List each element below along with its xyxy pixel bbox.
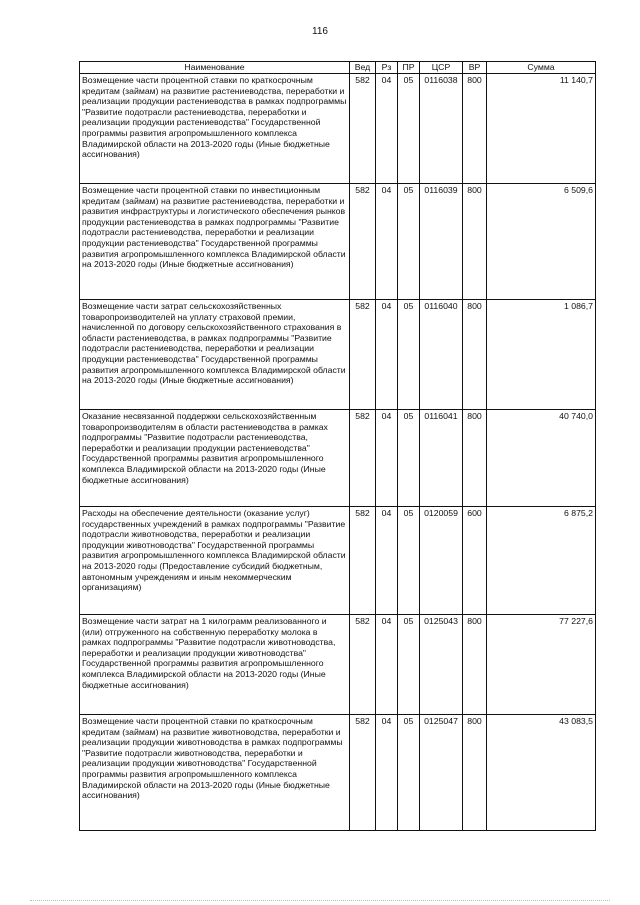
- row-ved: 582: [350, 410, 376, 507]
- table-row: [80, 300, 596, 410]
- row-name: Расходы на обеспечение деятельности (оказание услуг) государственных учреждений в рамках подпрограммы "Развитие подотрасли животноводства, переработки и реализации продукции животноводства" Государственной программы развития агропромышленного комплекса Владимирской области на 2013-2020 годы (Предоставление субсидий бюджетным, автономным учреждениям и иным некоммерческим организациям): [80, 507, 350, 615]
- header-name: Наименование: [80, 62, 350, 74]
- row-csr: 0120059: [420, 507, 463, 615]
- budget-table: [79, 61, 596, 831]
- row-rz: 04: [376, 74, 398, 184]
- row-rz: 04: [376, 615, 398, 715]
- row-name: Возмещение части процентной ставки по краткосрочным кредитам (займам) на развитие растениеводства, переработки и реализации продукции растениеводства в рамках подпрограммы "Развитие подотрасли растениеводства, переработки и реализации продукции растениеводства" Государственной программы развития агропромышленного комплекса Владимирской области на 2013-2020 годы (Иные бюджетные ассигнования): [80, 74, 350, 184]
- row-pr: 05: [398, 74, 420, 184]
- row-csr: 0125047: [420, 715, 463, 831]
- row-name: Оказание несвязанной поддержки сельскохозяйственным товаропроизводителям в области растениеводства в рамках подпрограммы "Развитие подотрасли растениеводства, переработки и реализации продукции растениеводства" Государственной программы развития агропромышленного комплекса Владимирской области на 2013-2020 годы (Иные бюджетные ассигнования): [80, 410, 350, 507]
- row-vr: 800: [463, 300, 487, 410]
- row-rz: 04: [376, 507, 398, 615]
- table-row: [80, 507, 596, 615]
- row-sum: 1 086,7: [487, 300, 596, 410]
- row-vr: 800: [463, 715, 487, 831]
- row-sum: 77 227,6: [487, 615, 596, 715]
- row-rz: 04: [376, 715, 398, 831]
- row-sum: 40 740,0: [487, 410, 596, 507]
- row-pr: 05: [398, 715, 420, 831]
- header-ved: Вед: [350, 62, 376, 74]
- table-row: [80, 74, 596, 184]
- header-csr: ЦСР: [420, 62, 463, 74]
- row-name: Возмещение части процентной ставки по инвестиционным кредитам (займам) на развитие растениеводства, переработки и развития инфраструктуры и логистического обеспечения рынков продукции растениеводства в рамках подпрограммы "Развитие подотрасли растениеводства, переработки и реализации продукции растениеводства" Государственной программы развития агропромышленного комплекса Владимирской области на 2013-2020 годы (Иные бюджетные ассигнования): [80, 184, 350, 300]
- row-vr: 800: [463, 184, 487, 300]
- table-header-row: [80, 62, 596, 74]
- row-csr: 0125043: [420, 615, 463, 715]
- table-row: [80, 410, 596, 507]
- header-sum: Сумма: [487, 62, 596, 74]
- table-row: [80, 184, 596, 300]
- row-name: Возмещение части процентной ставки по краткосрочным кредитам (займам) на развитие животноводства, переработки и реализации продукции животноводства в рамках подпрограммы "Развитие подотрасли животноводства, переработки и реализации продукции животноводства" Государственной программы развития агропромышленного комплекса Владимирской области на 2013-2020 годы (Иные бюджетные ассигнования): [80, 715, 350, 831]
- row-rz: 04: [376, 410, 398, 507]
- header-pr: ПР: [398, 62, 420, 74]
- row-pr: 05: [398, 184, 420, 300]
- scan-edge-line: [30, 900, 610, 901]
- row-ved: 582: [350, 184, 376, 300]
- row-ved: 582: [350, 715, 376, 831]
- table-row: [80, 715, 596, 831]
- row-vr: 800: [463, 410, 487, 507]
- row-pr: 05: [398, 507, 420, 615]
- row-csr: 0116040: [420, 300, 463, 410]
- row-pr: 05: [398, 300, 420, 410]
- row-csr: 0116041: [420, 410, 463, 507]
- row-rz: 04: [376, 300, 398, 410]
- row-name: Возмещение части затрат сельскохозяйственных товаропроизводителей на уплату страховой премии, начисленной по договору сельскохозяйственного страхования в области растениеводства, в рамках подпрограммы "Развитие подотрасли растениеводства, переработки и реализации продукции растениеводства" Государственной программы развития агропромышленного комплекса Владимирской области на 2013-2020 годы (Иные бюджетные ассигнования): [80, 300, 350, 410]
- table-row: [80, 615, 596, 715]
- row-sum: 6 875,2: [487, 507, 596, 615]
- row-sum: 11 140,7: [487, 74, 596, 184]
- row-csr: 0116039: [420, 184, 463, 300]
- header-rz: Рз: [376, 62, 398, 74]
- header-vr: ВР: [463, 62, 487, 74]
- row-ved: 582: [350, 615, 376, 715]
- row-vr: 800: [463, 74, 487, 184]
- row-sum: 6 509,6: [487, 184, 596, 300]
- row-vr: 600: [463, 507, 487, 615]
- row-pr: 05: [398, 615, 420, 715]
- row-vr: 800: [463, 615, 487, 715]
- row-ved: 582: [350, 300, 376, 410]
- row-sum: 43 083,5: [487, 715, 596, 831]
- row-name: Возмещение части затрат на 1 килограмм реализованного и (или) отгруженного на собственную переработку молока в рамках подпрограммы "Развитие подотрасли животноводства, переработки и реализации продукции животноводства" Государственной программы развития агропромышленного комплекса Владимирской области на 2013-2020 годы (Иные бюджетные ассигнования): [80, 615, 350, 715]
- row-rz: 04: [376, 184, 398, 300]
- row-csr: 0116038: [420, 74, 463, 184]
- row-pr: 05: [398, 410, 420, 507]
- page-number: 116: [312, 26, 328, 37]
- row-ved: 582: [350, 74, 376, 184]
- row-ved: 582: [350, 507, 376, 615]
